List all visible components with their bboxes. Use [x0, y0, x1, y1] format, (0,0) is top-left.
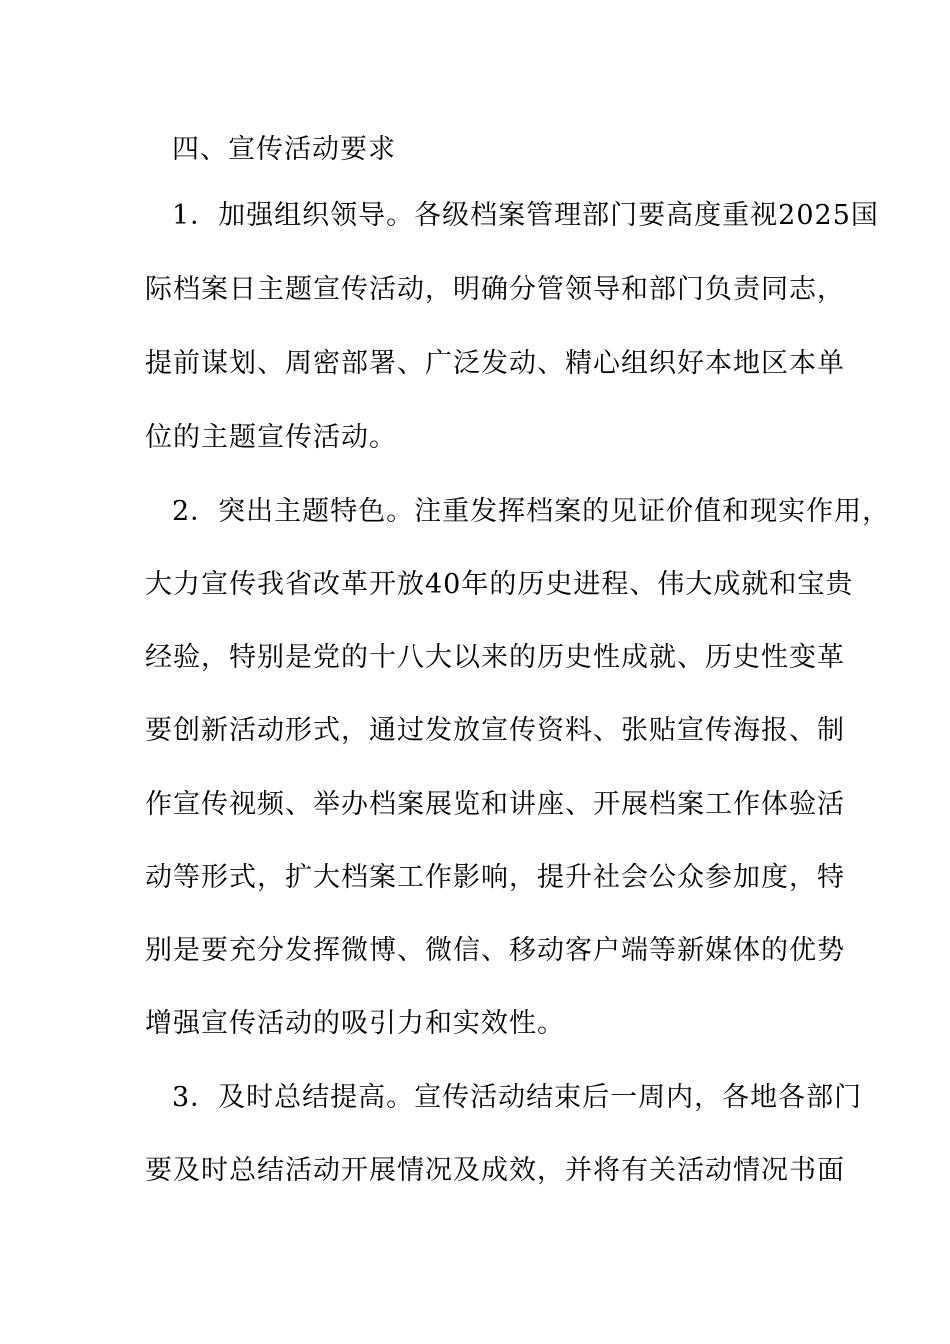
paragraph-line: 要创新活动形式，通过发放宣传资料、张贴宣传海报、制 [145, 715, 845, 746]
paragraph-line: 际档案日主题宣传活动，明确分管领导和部门负责同志， [145, 274, 845, 305]
section-heading: 四、宣传活动要求 [172, 134, 396, 165]
paragraph-line: 提前谋划、周密部署、广泛发动、精心组织好本地区本单 [145, 348, 845, 379]
paragraph-line: 要及时总结活动开展情况及成效，并将有关活动情况书面 [145, 1155, 845, 1186]
paragraph-line: 动等形式，扩大档案工作影响，提升社会公众参加度，特 [145, 862, 845, 893]
paragraph-line: 位的主题宣传活动。 [145, 422, 397, 453]
paragraph-line: 增强宣传活动的吸引力和实效性。 [145, 1008, 565, 1039]
paragraph-line: 经验，特别是党的十八大以来的历史性成就、历史性变革 [145, 642, 845, 673]
paragraph-line: 作宣传视频、举办档案展览和讲座、开展档案工作体验活 [145, 789, 845, 820]
paragraph-line: 3．及时总结提高。宣传活动结束后一周内，各地各部门 [172, 1082, 863, 1113]
paragraph-line: 别是要充分发挥微博、微信、移动客户端等新媒体的优势 [145, 935, 845, 966]
paragraph-line: 1．加强组织领导。各级档案管理部门要高度重视2025国 [172, 200, 879, 231]
paragraph-line: 2．突出主题特色。注重发挥档案的见证价值和现实作用， [172, 496, 891, 527]
paragraph-line: 大力宣传我省改革开放40年的历史进程、伟大成就和宝贵 [145, 569, 854, 600]
